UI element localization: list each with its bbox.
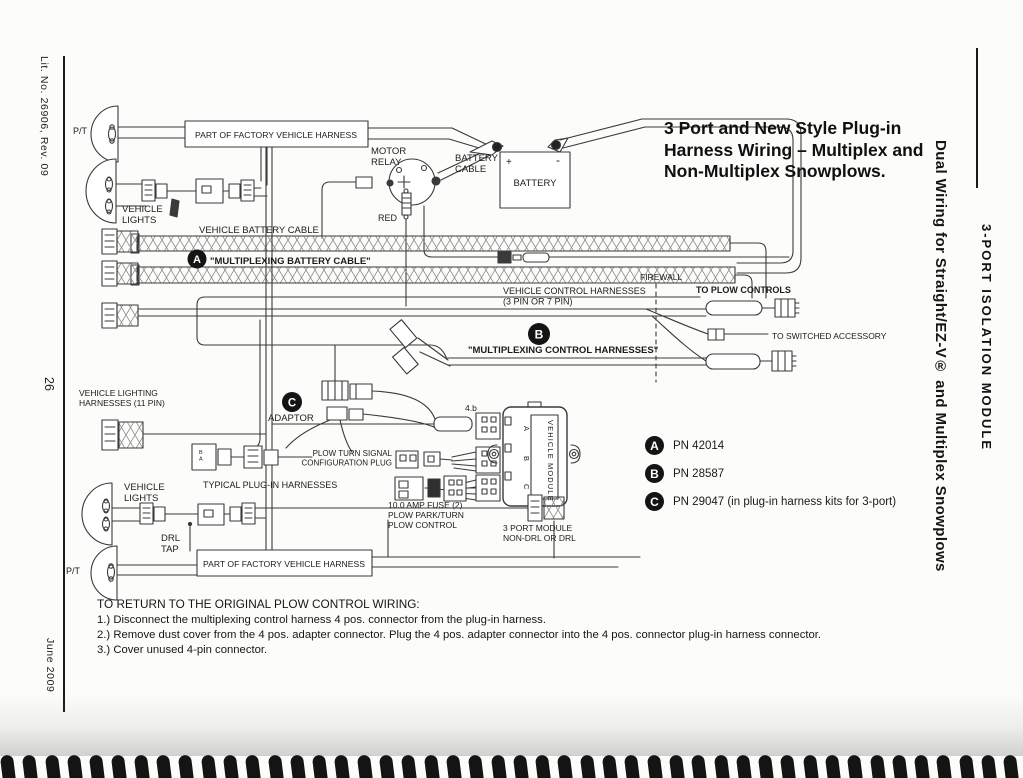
binding-hole [134, 754, 150, 778]
label-factory-harness-top: PART OF FACTORY VEHICLE HARNESS [195, 130, 357, 140]
firewall-fan-wires [646, 309, 768, 361]
legend-row-b [645, 464, 896, 483]
binding-hole [713, 754, 729, 778]
label-battery-minus: - [556, 153, 560, 167]
binding-hole [178, 754, 194, 778]
binding-hole [602, 754, 618, 778]
callout-b [528, 323, 550, 345]
binding-hole [111, 754, 127, 778]
label-vehicle-module: VEHICLE MODULE [546, 420, 555, 502]
label-pt-bottom: P/T [66, 566, 81, 576]
label-to-switched-accessory: TO SWITCHED ACCESSORY [772, 331, 887, 341]
binding-hole [736, 754, 752, 778]
label-vehicle-control-harnesses: VEHICLE CONTROL HARNESSES (3 PIN OR 7 PIN) [503, 286, 646, 307]
binding-hole [424, 754, 440, 778]
binding-hole [312, 754, 328, 778]
scan-shadow [0, 693, 1023, 756]
lit-number: Lit. No. 26906, Rev. 09 [38, 56, 50, 177]
binding-hole [245, 754, 261, 778]
label-battery: BATTERY [513, 178, 557, 189]
svg-text:A: A [193, 254, 201, 266]
legend-text-c: PN 29047 (in plug-in harness kits for 3-port) [673, 495, 897, 508]
binding-hole [981, 754, 997, 778]
binding-hole [557, 754, 573, 778]
pt-lamp-bottom-symbol [91, 546, 197, 600]
binding-hole [357, 754, 373, 778]
binding-hole [223, 754, 239, 778]
binding-hole [847, 754, 863, 778]
binding-hole [1003, 754, 1019, 778]
label-battery-cable: BATTERY CABLE [455, 153, 498, 176]
binding-hole [22, 754, 38, 778]
binding-hole [513, 754, 529, 778]
legend-circle-c: C [645, 492, 664, 511]
svg-text:B: B [534, 327, 544, 342]
left-margin-rule [63, 56, 65, 712]
binding-hole [936, 754, 952, 778]
label-red: RED [378, 213, 398, 223]
binding-hole [290, 754, 306, 778]
binding-hole [646, 754, 662, 778]
binding-hole [803, 754, 819, 778]
binding-hole [401, 754, 417, 778]
binding-hole [446, 754, 462, 778]
binding-hole [780, 754, 796, 778]
vehicle-lights-top-symbol [86, 159, 267, 223]
legend-text-a: PN 42014 [673, 439, 725, 452]
binding-hole [379, 754, 395, 778]
drl-tap-symbol [188, 522, 191, 551]
binding-hole [89, 754, 105, 778]
binding-hole [156, 754, 172, 778]
pt-lamp-top-symbol [91, 106, 185, 162]
svg-text:C: C [287, 397, 297, 410]
label-multiplexing-control-harnesses: "MULTIPLEXING CONTROL HARNESSES" [468, 345, 659, 356]
label-typical-plug-in: TYPICAL PLUG-IN HARNESSES [203, 480, 338, 490]
binding-hole [535, 754, 551, 778]
factory-harness-vertical-wires [266, 147, 272, 552]
label-module-port-b: B [522, 456, 531, 462]
binding-hole [267, 754, 283, 778]
legend-row-c [645, 492, 896, 511]
footnote-step-3: 3.) Cover unused 4-pin connector. [97, 643, 268, 656]
footnote-step-2: 2.) Remove dust cover from the 4 pos. adapter connector. Plug the 4 pos. adapter connector into the 4 pos. connector plug-in harness connector. [97, 628, 822, 641]
binding-hole [691, 754, 707, 778]
page-title-line3: Non-Multiplex Snowplows. [664, 161, 886, 181]
binding-hole [44, 754, 60, 778]
part-number-legend [645, 436, 896, 520]
label-vehicle-lights-top: VEHICLE LIGHTS [122, 204, 163, 227]
label-three-port-module: 3 PORT MODULE NON-DRL OR DRL [503, 523, 576, 544]
label-drl-tap: DRL TAP [161, 533, 181, 556]
label-vehicle-battery-cable: VEHICLE BATTERY CABLE [199, 225, 319, 236]
binding-hole [201, 754, 217, 778]
callout-a [188, 250, 207, 269]
binding-hole [869, 754, 885, 778]
label-ba-plug: B A [199, 450, 203, 463]
binding-hole [959, 754, 975, 778]
vehicle-lighting-harness-connector [102, 420, 266, 450]
label-module-ref: 4.b [465, 403, 477, 413]
motor-relay-symbol [322, 159, 440, 306]
binding-hole [490, 754, 506, 778]
binding-hole [0, 754, 16, 778]
spiral-binding [0, 755, 1023, 778]
page-date: June 2009 [44, 638, 56, 693]
binding-hole [334, 754, 350, 778]
return-to-original-wiring-note [97, 597, 947, 657]
legend-row-a [645, 436, 896, 455]
page-title-line2: Harness Wiring – Multiplex and [664, 139, 924, 160]
label-battery-plus: + [506, 157, 512, 168]
legend-circle-b: B [645, 464, 664, 483]
label-module-port-a: A [522, 426, 531, 432]
binding-hole [914, 754, 930, 778]
binding-hole [624, 754, 640, 778]
label-multiplexing-battery-cable: "MULTIPLEXING BATTERY CABLE" [210, 256, 371, 267]
legend-circle-a: A [645, 436, 664, 455]
binding-hole [758, 754, 774, 778]
footnote-heading: TO RETURN TO THE ORIGINAL PLOW CONTROL WIRING: [97, 597, 420, 611]
binding-hole [468, 754, 484, 778]
binding-hole [67, 754, 83, 778]
sidebar-subtitle: Dual Wiring for Straight/EZ-V® and Multiplex Snowplows [932, 140, 949, 572]
sidebar-section-title: 3-PORT ISOLATION MODULE [979, 224, 994, 452]
right-section-rule [976, 48, 978, 188]
label-fuse-note: 10.0 AMP FUSE (2) PLOW PARK/TURN PLOW CONTROL [388, 500, 464, 531]
page-number: 26 [42, 377, 56, 391]
page-title-line1: 3 Port and New Style Plug-in [664, 118, 902, 138]
legend-text-b: PN 28587 [673, 467, 725, 480]
label-vehicle-lights-bottom: VEHICLE LIGHTS [124, 482, 165, 505]
callout-c [282, 392, 302, 412]
harness-connectors-left [102, 229, 138, 328]
label-pt-top: P/T [73, 126, 88, 136]
label-firewall: FIREWALL [640, 272, 683, 282]
footnote-step-1: 1.) Disconnect the multiplexing control harness 4 pos. connector from the plug-in harness. [97, 614, 546, 626]
fuse-symbols [395, 476, 476, 501]
label-motor-relay: MOTOR RELAY [371, 146, 407, 169]
label-plow-turn-signal: PLOW TURN SIGNAL CONFIGURATION PLUG [301, 449, 392, 468]
page-title [664, 118, 940, 183]
binding-hole [892, 754, 908, 778]
label-adaptor: ADAPTOR [268, 413, 314, 424]
label-factory-harness-bottom: PART OF FACTORY VEHICLE HARNESS [203, 559, 365, 569]
label-vehicle-lighting-harnesses: VEHICLE LIGHTING HARNESSES (11 PIN) [79, 388, 165, 409]
binding-hole [669, 754, 685, 778]
binding-hole [580, 754, 596, 778]
label-module-port-c: C [522, 484, 531, 490]
binding-hole [825, 754, 841, 778]
label-to-plow-controls: TO PLOW CONTROLS [696, 285, 791, 295]
